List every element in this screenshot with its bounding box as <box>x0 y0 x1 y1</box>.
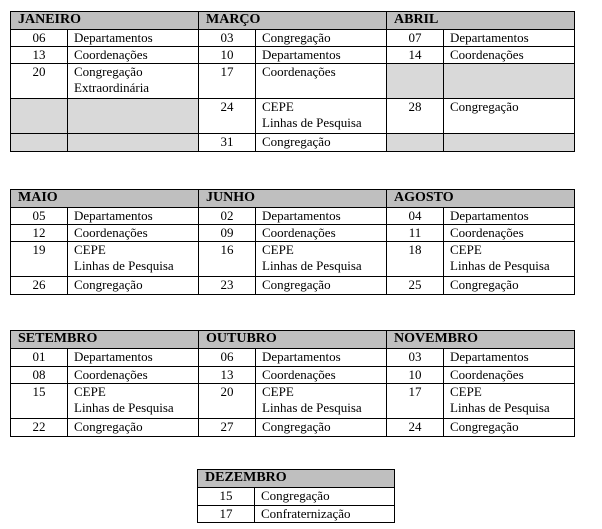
month-header: OUTUBRO <box>199 331 387 349</box>
meeting-day: 24 <box>199 99 256 134</box>
table-row <box>11 30 575 47</box>
meeting-day: 11 <box>387 225 444 242</box>
meeting-description-line: Coordenações <box>450 367 524 382</box>
meeting-description-line: Linhas de Pesquisa <box>450 258 550 273</box>
meeting-description <box>68 367 199 384</box>
meeting-description <box>444 349 575 367</box>
table-row <box>11 367 575 384</box>
meeting-description <box>444 367 575 384</box>
table-row <box>11 99 575 134</box>
calendar-table <box>10 11 575 152</box>
meeting-description <box>444 419 575 437</box>
meeting-day: 24 <box>387 419 444 437</box>
month-header: MAIO <box>11 190 199 208</box>
meeting-description-line: Congregação <box>74 419 143 434</box>
meeting-description-line: Congregação <box>262 277 331 292</box>
meeting-day: 20 <box>11 64 68 99</box>
meeting-day: 07 <box>387 30 444 47</box>
month-header: SETEMBRO <box>11 331 199 349</box>
meeting-day: 25 <box>387 277 444 295</box>
meeting-day: 16 <box>199 242 256 277</box>
meeting-day: 03 <box>387 349 444 367</box>
meeting-description <box>68 242 199 277</box>
empty-cell <box>444 64 575 99</box>
empty-cell <box>11 134 68 152</box>
meeting-description <box>256 47 387 64</box>
empty-cell <box>387 64 444 99</box>
meeting-day: 10 <box>387 367 444 384</box>
meeting-description <box>256 30 387 47</box>
calendar-table <box>10 330 575 437</box>
meeting-description-line: Congregação <box>262 419 331 434</box>
meeting-day: 17 <box>199 64 256 99</box>
table-row <box>198 488 395 506</box>
meeting-description <box>68 30 199 47</box>
meeting-description-line: Coordenações <box>74 367 148 382</box>
meeting-description-line: Coordenações <box>74 225 148 240</box>
meeting-day: 23 <box>199 277 256 295</box>
empty-cell <box>11 99 68 134</box>
meeting-day: 15 <box>198 488 255 506</box>
meeting-day: 27 <box>199 419 256 437</box>
meeting-description-line: Coordenações <box>262 64 336 79</box>
meeting-description <box>68 208 199 225</box>
month-header: AGOSTO <box>387 190 575 208</box>
meeting-day: 19 <box>11 242 68 277</box>
table-row <box>11 349 575 367</box>
empty-cell <box>68 99 199 134</box>
meeting-description-line: Congregação <box>450 277 519 292</box>
meeting-description <box>444 277 575 295</box>
meeting-description-line: Coordenações <box>450 225 524 240</box>
meeting-description-line: Linhas de Pesquisa <box>262 400 362 415</box>
calendar-table <box>10 189 575 295</box>
meeting-day: 02 <box>199 208 256 225</box>
table-row <box>11 47 575 64</box>
meeting-description <box>444 99 575 134</box>
month-header: JUNHO <box>199 190 387 208</box>
meeting-description-line: Coordenações <box>262 367 336 382</box>
meeting-description-line: Departamentos <box>74 349 153 364</box>
table-row <box>198 506 395 523</box>
meeting-description <box>256 64 387 99</box>
meeting-description <box>68 225 199 242</box>
meeting-day: 31 <box>199 134 256 152</box>
meeting-day: 18 <box>387 242 444 277</box>
meeting-description <box>68 47 199 64</box>
calendar-table <box>197 469 395 523</box>
meeting-day: 28 <box>387 99 444 134</box>
meeting-description <box>255 506 395 523</box>
meeting-day: 04 <box>387 208 444 225</box>
empty-cell <box>68 134 199 152</box>
meeting-description-line: Coordenações <box>450 47 524 62</box>
meeting-description-line: Departamentos <box>450 349 529 364</box>
meeting-description-line: Extraordinária <box>74 80 150 95</box>
meeting-day: 17 <box>387 384 444 419</box>
meeting-description <box>444 47 575 64</box>
table-row <box>11 64 575 99</box>
meeting-day: 22 <box>11 419 68 437</box>
meeting-description-line: CEPE <box>262 242 294 257</box>
table-row <box>11 384 575 419</box>
empty-cell <box>444 134 575 152</box>
meeting-description <box>444 242 575 277</box>
meeting-description <box>256 419 387 437</box>
meeting-day: 13 <box>11 47 68 64</box>
meeting-description-line: Departamentos <box>450 208 529 223</box>
meeting-description-line: Congregação <box>74 277 143 292</box>
meeting-day: 10 <box>199 47 256 64</box>
table-row <box>11 225 575 242</box>
table-row <box>11 242 575 277</box>
meeting-description <box>256 208 387 225</box>
meeting-description-line: Congregação <box>74 64 143 79</box>
meeting-description-line: Congregação <box>262 134 331 149</box>
meeting-description <box>68 277 199 295</box>
month-header: JANEIRO <box>11 12 199 30</box>
table-row <box>11 134 575 152</box>
meeting-description-line: Linhas de Pesquisa <box>262 258 362 273</box>
meeting-description-line: CEPE <box>450 242 482 257</box>
meeting-description-line: Congregação <box>261 488 330 503</box>
meeting-day: 06 <box>11 30 68 47</box>
meeting-day: 01 <box>11 349 68 367</box>
meeting-description <box>68 64 199 99</box>
meeting-description-line: Departamentos <box>262 208 341 223</box>
meeting-description <box>68 384 199 419</box>
meeting-description-line: CEPE <box>74 242 106 257</box>
meeting-description <box>256 384 387 419</box>
meeting-description <box>444 384 575 419</box>
meeting-description-line: CEPE <box>262 384 294 399</box>
meeting-description-line: Coordenações <box>74 47 148 62</box>
meeting-description-line: Departamentos <box>262 349 341 364</box>
meeting-description <box>256 349 387 367</box>
month-header: ABRIL <box>387 12 575 30</box>
meeting-day: 05 <box>11 208 68 225</box>
month-header: NOVEMBRO <box>387 331 575 349</box>
meeting-description <box>444 30 575 47</box>
table-row <box>11 277 575 295</box>
meeting-description-line: CEPE <box>74 384 106 399</box>
meeting-description-line: Confraternização <box>261 506 351 521</box>
meeting-description <box>444 208 575 225</box>
meeting-description <box>256 99 387 134</box>
meeting-description-line: Linhas de Pesquisa <box>450 400 550 415</box>
meeting-description <box>256 225 387 242</box>
meeting-description <box>256 367 387 384</box>
month-header: MARÇO <box>199 12 387 30</box>
meeting-day: 06 <box>199 349 256 367</box>
meeting-description <box>68 349 199 367</box>
meeting-description <box>256 134 387 152</box>
meeting-description-line: Congregação <box>262 30 331 45</box>
meeting-description-line: Linhas de Pesquisa <box>74 400 174 415</box>
meeting-description-line: Linhas de Pesquisa <box>74 258 174 273</box>
meeting-description-line: Congregação <box>450 419 519 434</box>
meeting-day: 20 <box>199 384 256 419</box>
meeting-day: 13 <box>199 367 256 384</box>
meeting-description <box>255 488 395 506</box>
meeting-description <box>444 225 575 242</box>
meeting-description-line: Linhas de Pesquisa <box>262 115 362 130</box>
meeting-description-line: Departamentos <box>74 208 153 223</box>
meeting-description <box>256 277 387 295</box>
meeting-day: 26 <box>11 277 68 295</box>
empty-cell <box>387 134 444 152</box>
meeting-description-line: CEPE <box>262 99 294 114</box>
meeting-description-line: CEPE <box>450 384 482 399</box>
meeting-description <box>68 419 199 437</box>
meeting-day: 17 <box>198 506 255 523</box>
meeting-description-line: Coordenações <box>262 225 336 240</box>
meeting-description-line: Departamentos <box>74 30 153 45</box>
meeting-description <box>256 242 387 277</box>
meeting-day: 12 <box>11 225 68 242</box>
table-row <box>11 208 575 225</box>
meeting-description-line: Departamentos <box>450 30 529 45</box>
meeting-day: 14 <box>387 47 444 64</box>
meeting-day: 15 <box>11 384 68 419</box>
meeting-day: 08 <box>11 367 68 384</box>
meeting-day: 03 <box>199 30 256 47</box>
meeting-description-line: Departamentos <box>262 47 341 62</box>
table-row <box>11 419 575 437</box>
meeting-day: 09 <box>199 225 256 242</box>
month-header: DEZEMBRO <box>198 470 395 488</box>
meeting-description-line: Congregação <box>450 99 519 114</box>
